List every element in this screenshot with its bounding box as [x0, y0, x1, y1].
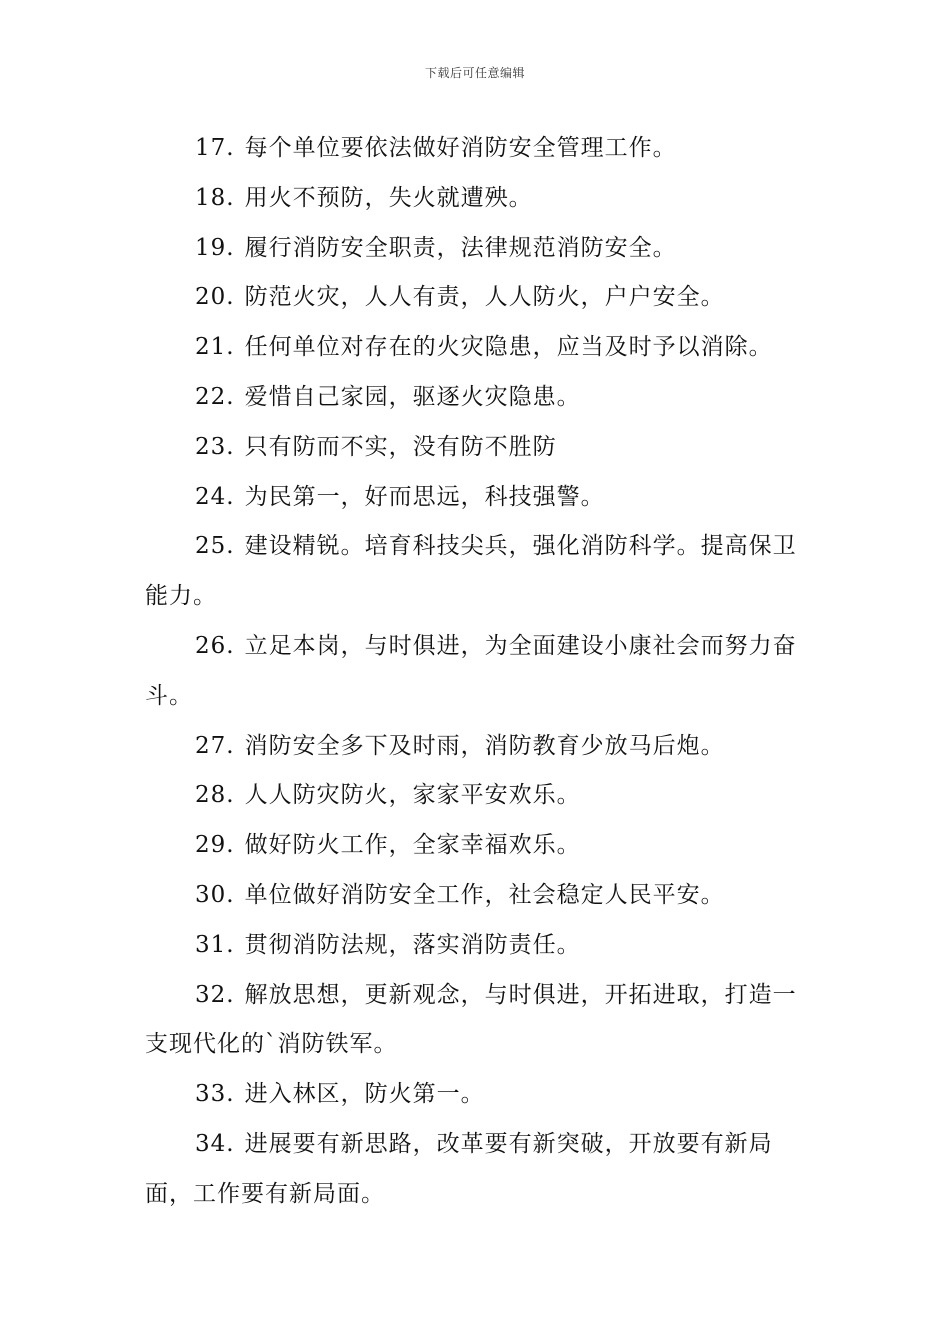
item-text: 解放思想，更新观念，与时俱进，开拓进取，打造一支现代化的`消防铁军。	[145, 981, 797, 1058]
item-number: 18.	[195, 184, 235, 211]
item-number: 20.	[195, 284, 235, 311]
list-item	[145, 1070, 807, 1120]
item-text: 每个单位要依法做好消防安全管理工作。	[244, 135, 677, 161]
item-number: 31.	[195, 931, 235, 958]
item-number: 27.	[195, 732, 235, 759]
list-item	[145, 174, 807, 224]
item-text: 人人防灾防火，家家平安欢乐。	[244, 782, 581, 809]
list-item	[145, 722, 807, 772]
list-item	[145, 373, 807, 423]
item-number: 24.	[195, 483, 235, 510]
list-item	[145, 423, 807, 473]
item-number: 23.	[195, 433, 235, 460]
list-item	[145, 273, 807, 323]
item-text: 履行消防安全职责，法律规范消防安全。	[244, 234, 677, 261]
page-header-note: 下载后可任意编辑	[424, 66, 525, 80]
list-item	[145, 124, 807, 174]
list-item	[145, 1120, 807, 1220]
item-text: 只有防而不实，没有防不胜防	[244, 433, 557, 460]
item-number: 26.	[195, 632, 235, 659]
item-number: 21.	[195, 334, 235, 361]
item-text: 做好防火工作，全家幸福欢乐。	[244, 832, 581, 859]
list-item	[145, 323, 807, 373]
item-text: 贯彻消防法规，落实消防责任。	[244, 931, 581, 958]
item-text: 进展要有新思路，改革要有新突破，开放要有新局面，工作要有新局面。	[145, 1130, 773, 1207]
item-number: 34.	[195, 1130, 235, 1157]
list-item	[145, 522, 807, 622]
item-text: 立足本岗，与时俱进，为全面建设小康社会而努力奋斗。	[145, 632, 797, 709]
item-text: 单位做好消防安全工作，社会稳定人民平安。	[244, 881, 725, 908]
item-number: 19.	[195, 234, 235, 261]
item-text: 任何单位对存在的火灾隐患，应当及时予以消除。	[244, 334, 773, 361]
item-number: 33.	[195, 1081, 235, 1108]
item-number: 25.	[195, 533, 235, 560]
slogan-list	[145, 124, 807, 1220]
list-item	[145, 473, 807, 523]
item-text: 消防安全多下及时雨，消防教育少放马后炮。	[244, 732, 725, 759]
item-text: 防范火灾，人人有责，人人防火，户户安全。	[244, 284, 725, 311]
item-number: 22.	[195, 383, 235, 410]
list-item	[145, 821, 807, 871]
list-item	[145, 224, 807, 274]
item-number: 30.	[195, 881, 235, 908]
item-text: 建设精锐。培育科技尖兵，强化消防科学。提高保卫能力。	[145, 533, 797, 610]
item-text: 爱惜自己家园，驱逐火灾隐患。	[244, 383, 581, 410]
item-number: 32.	[195, 981, 235, 1008]
list-item	[145, 971, 807, 1071]
list-item	[145, 771, 807, 821]
item-text: 为民第一，好而思远，科技强警。	[244, 483, 605, 510]
item-text: 用火不预防，失火就遭殃。	[244, 184, 533, 211]
list-item	[145, 622, 807, 722]
item-number: 17.	[195, 135, 235, 161]
item-text: 进入林区，防火第一。	[244, 1081, 485, 1108]
item-number: 28.	[195, 782, 235, 809]
list-item	[145, 871, 807, 921]
item-number: 29.	[195, 832, 235, 859]
list-item	[145, 921, 807, 971]
